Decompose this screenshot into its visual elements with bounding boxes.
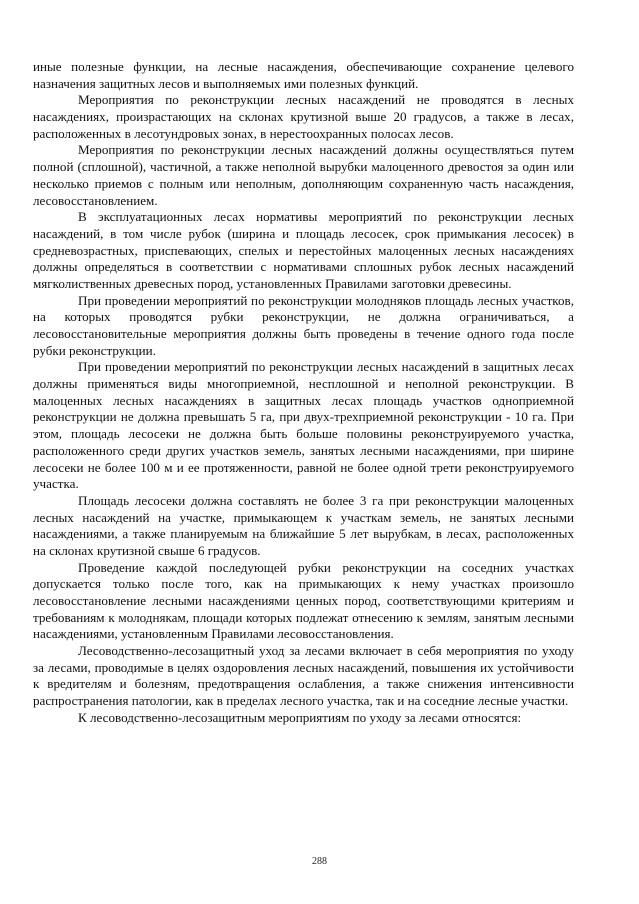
paragraph: В эксплуатационных лесах нормативы мероприятий по реконструкции лесных насаждений, в том числе рубок (ширина и площадь лесосек, срок примыкания лесосек) в средневозрастных, приспевающих, спелых и перестойных малоценных лесных насаждениях должны определяться в соответствии с нормативами сплошных рубок лесных насаждений мягколиственных древесных пород, установленных Правилами заготовки древесины.	[33, 209, 574, 291]
paragraph: Площадь лесосеки должна составлять не более 3 га при реконструкции малоценных лесных насаждений на участке, примыкающем к участкам земель, не занятых лесными насаждениями, а также планируемым на ближайшие 5 лет вырубкам, в лесах, расположенных на склонах крутизной свыше 6 градусов.	[33, 492, 574, 558]
page-number: 288	[312, 856, 327, 867]
paragraph: К лесоводственно-лесозащитным мероприятиям по уходу за лесами относятся:	[78, 709, 522, 725]
body-text	[33, 59, 574, 727]
paragraph: Мероприятия по реконструкции лесных насаждений не проводятся в лесных насаждениях, произрастающих на склонах крутизной выше 20 градусов, а также в лесах, расположенных в лесотундровых зонах, в нерестоохранных полосах лесов.	[33, 92, 574, 141]
paragraph: При проведении мероприятий по реконструкции лесных насаждений в защитных лесах должны применяться виды многоприемной, несплошной и неполной реконструкции. В малоценных лесных насаждениях в защитных лесах площадь участков одноприемной реконструкции не должна превышать 5 га, при двух-трехприемной реконструкции - 10 га. При этом, площадь лесосеки не должна быть больше половины реконструируемого участка, расположенного среди других участков земель, занятых лесными насаждениями, при ширине лесосеки не более 100 м и ее протяженности, равной не более одной трети реконструируемого участка.	[33, 359, 574, 492]
paragraph: Лесоводственно-лесозащитный уход за лесами включает в себя мероприятия по уходу за лесами, проводимые в целях оздоровления лесных насаждений, повышения их устойчивости к вредителям и болезням, предотвращения ослабления, а также снижения интенсивности распространения патологии, как в пределах лесного участка, так и на соседние лесные участки.	[33, 643, 574, 709]
paragraph: Проведение каждой последующей рубки реконструкции на соседних участках допускается только после того, как на примыкающих к нему участках произошло лесовосстановление лесными насаждениями ценных пород, соответствующими критериям и требованиям к молоднякам, площади которых подлежат отнесению к землям, занятым лесными насаждениями, установленным Правилами лесовосстановления.	[33, 559, 574, 642]
paragraph-continuation: иные полезные функции, на лесные насаждения, обеспечивающие сохранение целевого назначения защитных лесов и выполняемых ими полезных функций.	[33, 59, 574, 91]
paragraph: Мероприятия по реконструкции лесных насаждений должны осуществляться путем полной (сплошной), частичной, а также неполной вырубки малоценного древостоя за один или несколько приемов с полным или неполным, дополняющим сохраненную часть насаждения, лесовосстановлением.	[33, 142, 574, 208]
paragraph: При проведении мероприятий по реконструкции молодняков площадь лесных участков, на которых проводятся рубки реконструкции, не должна ограничиваться, а лесовосстановительные мероприятия должны быть проведены в течение одного года после рубки реконструкции.	[33, 292, 574, 358]
